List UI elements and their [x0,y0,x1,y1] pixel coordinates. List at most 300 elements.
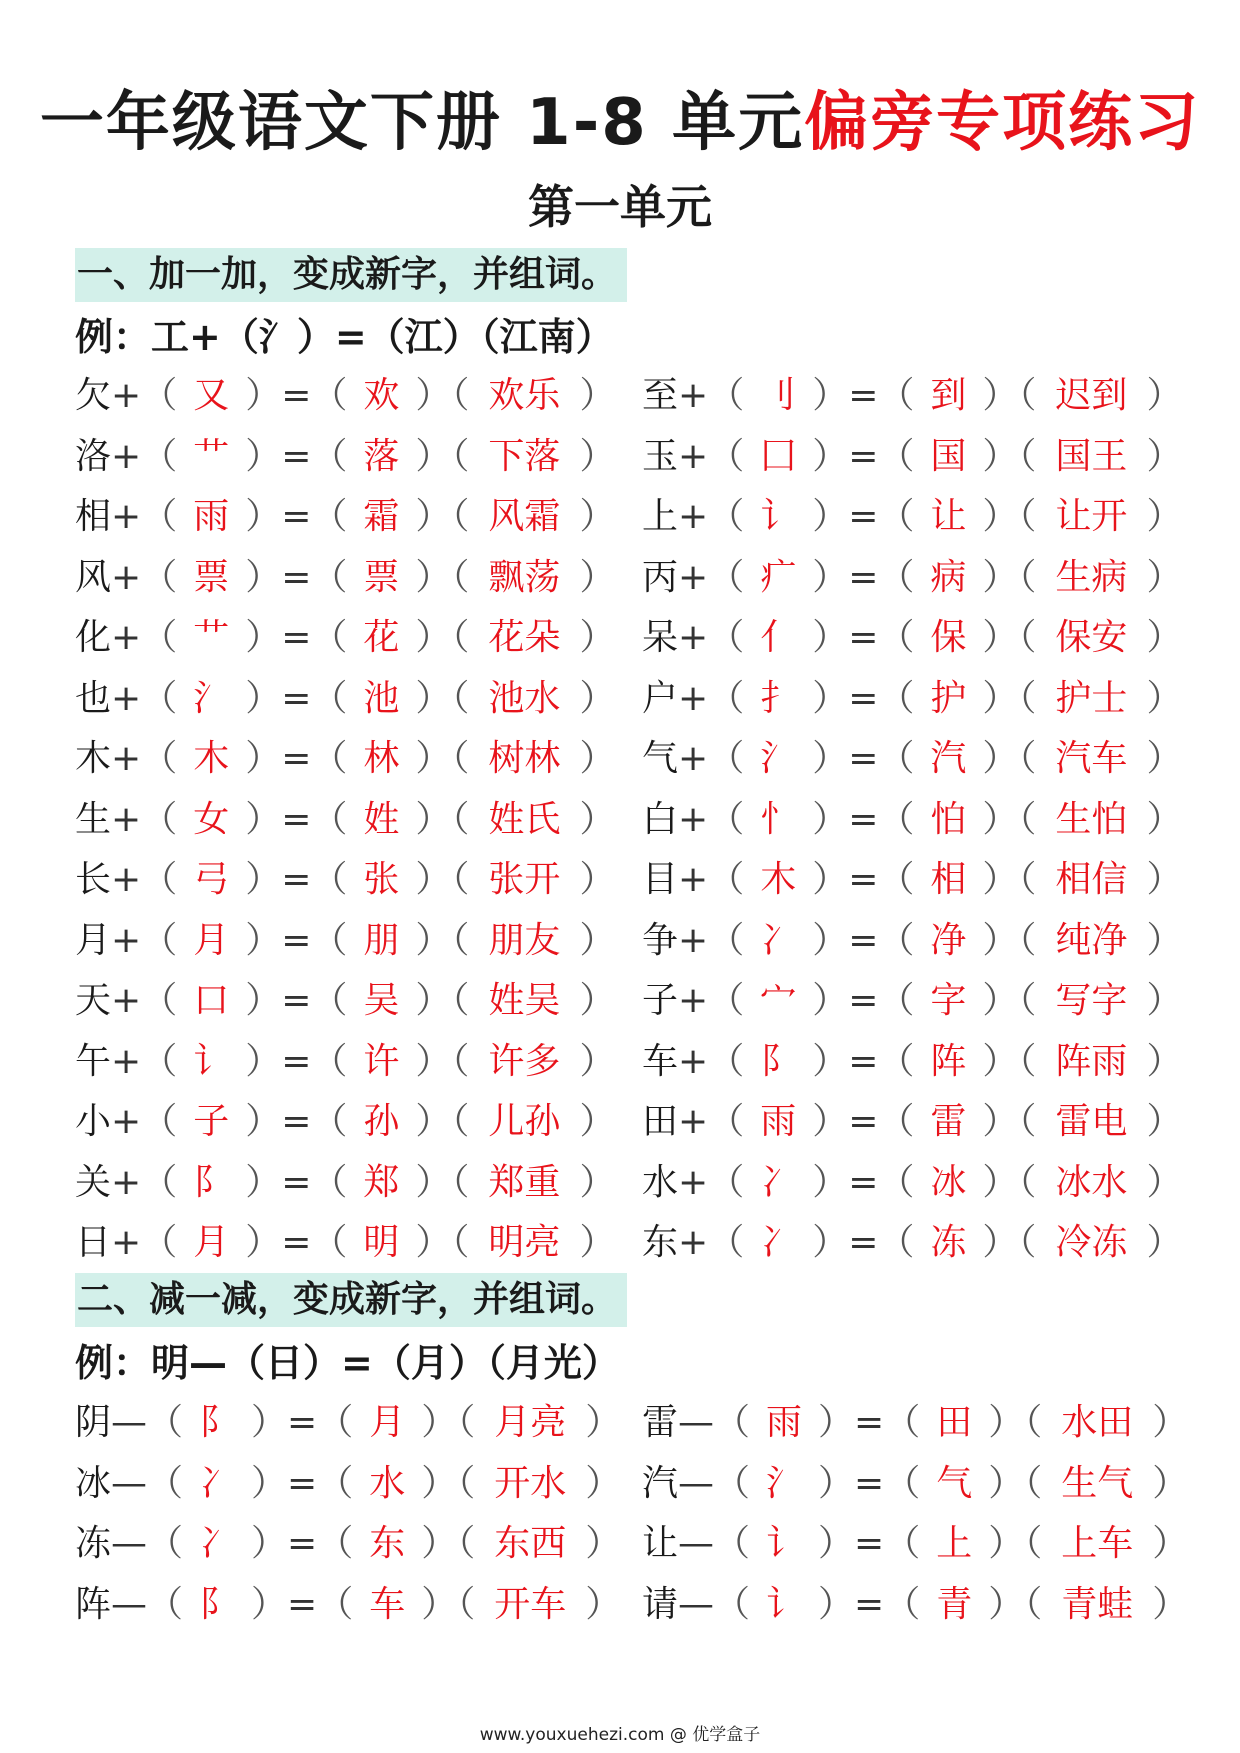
operator: + [678,1161,709,1203]
open-paren: （ [141,919,178,961]
operator: + [678,617,709,658]
close-paren: ） [982,435,1019,477]
exercise-row [0,1454,1240,1515]
new-char-answer: 怕 [930,798,967,840]
open-paren: （ [451,1161,470,1203]
close-paren: ） [812,919,849,961]
open-paren: （ [1018,435,1037,477]
right-exercise [642,1213,1182,1274]
operator: + [678,375,709,416]
base-char: 丙 [642,556,679,598]
close-paren: ） [585,1462,622,1504]
radical-answer: 月 [193,919,230,961]
section2-example: 例：明—（日）=（月）（月光） [75,1341,620,1385]
equals-sign: = [281,1161,312,1203]
close-paren: ） [245,919,282,961]
close-paren: ） [1146,556,1183,598]
close-paren: ） [585,1402,622,1443]
equals-sign: = [848,496,879,537]
base-char: 天 [75,980,112,1021]
close-paren: ） [245,1222,282,1263]
equals-sign: = [281,435,312,477]
right-exercise [642,911,1182,972]
open-paren: （ [317,1462,354,1504]
open-paren: （ [708,859,745,900]
base-char: 户 [642,677,679,719]
title-highlight: 偏旁专项练习 [804,86,1201,160]
open-paren: （ [451,375,470,416]
close-paren: ） [982,496,1019,537]
close-paren: ） [1146,617,1183,658]
close-paren: ） [812,798,849,840]
equals-sign: = [281,859,312,900]
word-answer: 月亮 [494,1402,567,1443]
exercise-row [0,1092,1240,1153]
open-paren: （ [451,1040,470,1082]
close-paren: ） [1146,375,1183,416]
left-exercise [75,1393,621,1454]
base-char: 冰 [75,1462,112,1504]
close-paren: ） [1146,859,1183,900]
exercise-row [0,1213,1240,1274]
radical-answer: 刂 [760,375,797,416]
word-answer: 姓氏 [488,798,561,840]
close-paren: ） [245,798,282,840]
radical-answer: 冫 [199,1462,236,1504]
word-answer: 国王 [1055,435,1128,477]
close-paren: ） [579,1040,616,1082]
word-answer: 下落 [488,435,561,477]
open-paren: （ [1024,1583,1043,1625]
open-paren: （ [714,1462,751,1504]
section1-heading: 一、加一加，变成新字，并组词。 [75,248,627,302]
base-char: 呆 [642,617,679,658]
right-exercise [642,971,1182,1032]
open-paren: （ [147,1583,184,1625]
open-paren: （ [311,1222,348,1263]
left-exercise [75,911,615,972]
radical-answer: 氵 [193,677,230,719]
word-answer: 花朵 [488,617,561,658]
base-char: 风 [75,556,112,598]
close-paren: ） [988,1462,1025,1504]
operator: + [111,859,142,900]
base-char: 至 [642,375,679,416]
operator: + [678,859,709,900]
open-paren: （ [878,1101,915,1142]
base-char: 雷 [642,1402,679,1443]
open-paren: （ [878,1222,915,1263]
base-char: 上 [642,496,679,537]
equals-sign: = [848,1101,879,1142]
base-char: 让 [642,1523,679,1564]
operator: + [678,919,709,961]
close-paren: ） [1152,1462,1189,1504]
open-paren: （ [451,980,470,1021]
open-paren: （ [311,919,348,961]
right-exercise [642,608,1182,669]
close-paren: ） [812,859,849,900]
open-paren: （ [878,738,915,779]
open-paren: （ [451,1101,470,1142]
operator: + [111,617,142,658]
operator: + [678,798,709,840]
radical-answer: 讠 [760,496,797,537]
close-paren: ） [812,1222,849,1263]
open-paren: （ [451,556,470,598]
radical-answer: 亻 [760,617,797,658]
close-paren: ） [415,1222,452,1263]
open-paren: （ [311,1101,348,1142]
base-char: 生 [75,798,112,840]
close-paren: ） [415,375,452,416]
word-answer: 许多 [488,1040,561,1082]
operator: + [111,1101,142,1142]
close-paren: ） [415,738,452,779]
open-paren: （ [317,1583,354,1625]
close-paren: ） [579,435,616,477]
new-char-answer: 冻 [930,1222,967,1263]
close-paren: ） [1146,677,1183,719]
new-char-answer: 冰 [930,1161,967,1203]
close-paren: ） [579,1101,616,1142]
open-paren: （ [708,617,745,658]
base-char: 目 [642,859,679,900]
base-char: 请 [642,1583,679,1625]
operator: + [111,738,142,779]
operator: + [111,919,142,961]
radical-answer: 女 [193,798,230,840]
open-paren: （ [878,556,915,598]
close-paren: ） [579,1222,616,1263]
new-char-answer: 汽 [930,738,967,779]
close-paren: ） [245,1040,282,1082]
new-char-answer: 落 [363,435,400,477]
equals-sign: = [281,677,312,719]
exercise-row [0,487,1240,548]
open-paren: （ [878,919,915,961]
open-paren: （ [451,738,470,779]
close-paren: ） [251,1583,288,1625]
operator: + [111,375,142,416]
open-paren: （ [1018,1040,1037,1082]
new-char-answer: 病 [930,556,967,598]
close-paren: ） [812,1161,849,1203]
close-paren: ） [421,1583,458,1625]
operator: + [678,496,709,537]
close-paren: ） [415,919,452,961]
close-paren: ） [579,919,616,961]
word-answer: 汽车 [1055,738,1128,779]
open-paren: （ [451,798,470,840]
new-char-answer: 国 [930,435,967,477]
radical-answer: 雨 [193,496,230,537]
new-char-answer: 朋 [363,919,400,961]
close-paren: ） [415,617,452,658]
exercise-row [0,971,1240,1032]
close-paren: ） [982,980,1019,1021]
equals-sign: = [848,375,879,416]
close-paren: ） [245,375,282,416]
close-paren: ） [812,1040,849,1082]
open-paren: （ [141,617,178,658]
base-char: 田 [642,1101,679,1142]
new-char-answer: 净 [930,919,967,961]
word-answer: 欢乐 [488,375,561,416]
close-paren: ） [1146,798,1183,840]
open-paren: （ [141,1040,178,1082]
word-answer: 张开 [488,859,561,900]
operator: + [111,677,142,719]
equals-sign: = [281,1040,312,1082]
new-char-answer: 气 [936,1462,973,1504]
open-paren: （ [311,375,348,416]
open-paren: （ [451,496,470,537]
radical-answer: 弓 [193,859,230,900]
left-exercise [75,1514,621,1575]
close-paren: ） [415,1161,452,1203]
close-paren: ） [812,980,849,1021]
close-paren: ） [415,556,452,598]
word-answer: 郑重 [488,1161,561,1203]
open-paren: （ [878,798,915,840]
equals-sign: = [848,919,879,961]
right-exercise [642,427,1182,488]
open-paren: （ [141,496,178,537]
open-paren: （ [878,1040,915,1082]
word-answer: 写字 [1055,980,1128,1021]
close-paren: ） [245,1101,282,1142]
word-answer: 阵雨 [1055,1040,1128,1082]
equals-sign: = [287,1523,318,1564]
exercise-row [0,850,1240,911]
open-paren: （ [141,556,178,598]
word-answer: 让开 [1055,496,1128,537]
open-paren: （ [1018,1222,1037,1263]
close-paren: ） [982,1040,1019,1082]
open-paren: （ [884,1523,921,1564]
exercise-row [0,669,1240,730]
close-paren: ） [812,375,849,416]
left-exercise [75,608,615,669]
close-paren: ） [818,1583,855,1625]
new-char-answer: 明 [363,1222,400,1263]
right-exercise [642,366,1182,427]
radical-answer: 月 [193,1222,230,1263]
close-paren: ） [245,435,282,477]
open-paren: （ [714,1523,751,1564]
open-paren: （ [451,617,470,658]
base-char: 化 [75,617,112,658]
exercise-row [0,608,1240,669]
close-paren: ） [245,556,282,598]
equals-sign: = [281,738,312,779]
base-char: 玉 [642,435,679,477]
word-answer: 上车 [1061,1523,1134,1564]
open-paren: （ [1024,1523,1043,1564]
operator: — [678,1523,715,1564]
close-paren: ） [1152,1583,1189,1625]
right-exercise [642,1393,1188,1454]
radical-answer: 木 [760,859,797,900]
open-paren: （ [311,617,348,658]
base-char: 争 [642,919,679,961]
close-paren: ） [251,1523,288,1564]
word-answer: 冷冻 [1055,1222,1128,1263]
radical-answer: 忄 [760,798,797,840]
close-paren: ） [1146,738,1183,779]
operator: + [678,677,709,719]
close-paren: ） [251,1462,288,1504]
equals-sign: = [287,1583,318,1625]
equals-sign: = [281,617,312,658]
close-paren: ） [982,859,1019,900]
new-char-answer: 吴 [363,980,400,1021]
close-paren: ） [1146,1040,1183,1082]
operator: + [678,738,709,779]
close-paren: ） [245,677,282,719]
operator: — [678,1402,715,1443]
open-paren: （ [708,1222,745,1263]
open-paren: （ [884,1462,921,1504]
left-exercise [75,1213,615,1274]
close-paren: ） [415,677,452,719]
open-paren: （ [311,1161,348,1203]
open-paren: （ [884,1402,921,1443]
radical-answer: 疒 [760,556,797,598]
right-exercise [642,1514,1188,1575]
open-paren: （ [878,617,915,658]
word-answer: 青蛙 [1061,1583,1134,1625]
open-paren: （ [714,1402,751,1443]
close-paren: ） [579,980,616,1021]
base-char: 木 [75,738,112,779]
page-title [0,78,1240,168]
open-paren: （ [708,435,745,477]
open-paren: （ [708,1040,745,1082]
title-main: 一年级语文下册 1-8 单元 [39,86,805,160]
base-char: 气 [642,738,679,779]
new-char-answer: 阵 [930,1040,967,1082]
close-paren: ） [982,798,1019,840]
radical-answer: 阝 [199,1583,236,1625]
close-paren: ） [812,556,849,598]
close-paren: ） [421,1523,458,1564]
new-char-answer: 让 [930,496,967,537]
close-paren: ） [812,1101,849,1142]
equals-sign: = [848,1161,879,1203]
radical-answer: 阝 [199,1402,236,1443]
base-char: 水 [642,1161,679,1203]
operator: + [111,1222,142,1263]
new-char-answer: 上 [936,1523,973,1564]
equals-sign: = [848,980,879,1021]
right-exercise [642,1575,1188,1636]
open-paren: （ [708,1161,745,1203]
open-paren: （ [311,1040,348,1082]
open-paren: （ [451,859,470,900]
operator: — [111,1523,148,1564]
operator: — [678,1583,715,1625]
right-exercise [642,790,1182,851]
radical-answer: 氵 [760,738,797,779]
right-exercise [642,1032,1182,1093]
close-paren: ） [579,1161,616,1203]
equals-sign: = [281,375,312,416]
close-paren: ） [982,738,1019,779]
equals-sign: = [281,1222,312,1263]
base-char: 小 [75,1101,112,1142]
open-paren: （ [878,1161,915,1203]
close-paren: ） [1152,1402,1189,1443]
close-paren: ） [415,798,452,840]
close-paren: ） [245,496,282,537]
left-exercise [75,790,615,851]
base-char: 子 [642,980,679,1021]
word-answer: 池水 [488,677,561,719]
left-exercise [75,366,615,427]
base-char: 冻 [75,1523,112,1564]
open-paren: （ [141,980,178,1021]
operator: + [678,980,709,1021]
open-paren: （ [1018,617,1037,658]
close-paren: ） [812,677,849,719]
close-paren: ） [1146,1222,1183,1263]
section2-exercise-list [0,1393,1240,1635]
open-paren: （ [451,435,470,477]
operator: + [111,980,142,1021]
close-paren: ） [982,1222,1019,1263]
new-char-answer: 月 [369,1402,406,1443]
new-char-answer: 池 [363,677,400,719]
equals-sign: = [848,677,879,719]
radical-answer: 讠 [766,1583,803,1625]
equals-sign: = [848,859,879,900]
base-char: 午 [75,1040,112,1082]
radical-answer: 艹 [193,617,230,658]
open-paren: （ [1024,1462,1043,1504]
equals-sign: = [848,556,879,598]
close-paren: ） [415,859,452,900]
close-paren: ） [245,1161,282,1203]
open-paren: （ [1018,677,1037,719]
open-paren: （ [1018,375,1037,416]
radical-answer: 票 [193,556,230,598]
open-paren: （ [878,677,915,719]
close-paren: ） [1146,919,1183,961]
close-paren: ） [1146,496,1183,537]
open-paren: （ [878,496,915,537]
base-char: 也 [75,677,112,719]
word-answer: 明亮 [488,1222,561,1263]
operator: — [111,1462,148,1504]
open-paren: （ [1018,496,1037,537]
base-char: 白 [642,798,679,840]
left-exercise [75,1092,615,1153]
open-paren: （ [878,980,915,1021]
open-paren: （ [141,1161,178,1203]
close-paren: ） [585,1523,622,1564]
section1-exercise-list [0,366,1240,1274]
equals-sign: = [848,1040,879,1082]
open-paren: （ [1018,738,1037,779]
word-answer: 护士 [1055,677,1128,719]
exercise-row [0,548,1240,609]
close-paren: ） [982,1101,1019,1142]
word-answer: 保安 [1055,617,1128,658]
left-exercise [75,427,615,488]
equals-sign: = [281,556,312,598]
